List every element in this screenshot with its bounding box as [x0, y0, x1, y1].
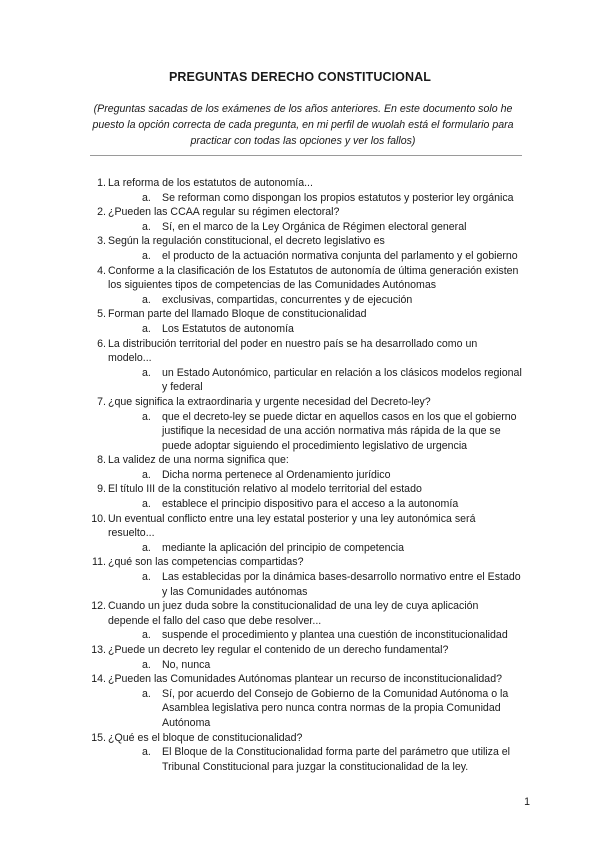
question-number: 12.	[91, 600, 106, 613]
question-item	[90, 337, 522, 395]
question-number: 10.	[91, 512, 106, 525]
question-number: 13.	[91, 644, 106, 656]
question-text: Cuando un juez duda sobre la constitucionalidad de una ley de cuya aplicación depende el fallo del caso que debe resolver...	[108, 600, 479, 627]
question-item	[90, 234, 522, 263]
question-number: 15.	[91, 731, 106, 744]
answer-item	[108, 658, 522, 673]
question-list	[90, 176, 522, 774]
answer-item	[108, 220, 522, 235]
question-text: Forman parte del llamado Bloque de constitucionalidad	[108, 308, 367, 321]
answer-text: mediante la aplicación del principio de competencia	[162, 541, 405, 554]
question-item	[90, 176, 522, 205]
question-text: La reforma de los estatutos de autonomía...	[108, 177, 313, 189]
answer-marker: a.	[142, 191, 151, 204]
answer-marker: a.	[142, 322, 151, 335]
answer-marker: a.	[142, 658, 151, 671]
answer-marker: a.	[142, 293, 151, 306]
question-text: La distribución territorial del poder en nuestro país se ha desarrollado como un modelo...	[108, 337, 478, 365]
question-number: 8.	[97, 454, 106, 467]
answer-text: un Estado Autonómico, particular en relación a los clásicos modelos regional y federal	[162, 366, 522, 394]
answer-marker: a.	[142, 249, 151, 262]
answer-marker: a.	[142, 629, 151, 642]
question-item	[90, 482, 522, 511]
answer-marker: a.	[142, 220, 151, 233]
divider	[90, 155, 522, 156]
answer-text: Las establecidas por la dinámica bases-desarrollo normativo entre el Estado y las Comunidades autónomas	[162, 571, 521, 598]
question-text: ¿Puede un decreto ley regular el contenido de un derecho fundamental?	[108, 644, 449, 656]
answer-marker: a.	[142, 746, 151, 759]
question-item	[90, 599, 522, 643]
question-text: Según la regulación constitucional, el decreto legislativo es	[108, 235, 385, 248]
answer-marker: a.	[142, 498, 151, 511]
answer-item	[108, 410, 522, 454]
answer-text: el producto de la actuación normativa conjunta del parlamento y el gobierno	[162, 249, 518, 262]
question-number: 2.	[97, 206, 106, 219]
question-item	[90, 672, 522, 730]
question-item	[90, 643, 522, 672]
answer-item	[108, 293, 522, 308]
answer-text: Sí, por acuerdo del Consejo de Gobierno de la Comunidad Autónoma o la Asamblea legislativa pero nunca contra normas de la propia Comunidad Autónoma	[162, 687, 509, 729]
answer-item	[108, 745, 522, 774]
answer-text: que el decreto-ley se puede dictar en aquellos casos en los que el gobierno justifique la necesidad de una acción normativa más rápida de la que se puede adoptar siguiendo el procedimiento legislativo de urgencia	[162, 410, 517, 452]
question-number: 11.	[92, 556, 106, 569]
answer-marker: a.	[142, 541, 151, 554]
question-number: 7.	[97, 395, 106, 408]
question-text: ¿Qué es el bloque de constitucionalidad?	[108, 731, 303, 744]
page-title: PREGUNTAS DERECHO CONSTITUCIONAL	[168, 70, 431, 84]
question-item	[90, 307, 522, 336]
question-text: ¿qué son las competencias compartidas?	[108, 556, 304, 569]
answer-item	[108, 191, 522, 206]
answer-text: Se reforman como dispongan los propios estatutos y posterior ley orgánica	[162, 191, 514, 204]
question-item	[90, 555, 522, 599]
question-number: 14.	[91, 673, 106, 686]
answer-marker: a.	[142, 687, 151, 700]
question-text: ¿que significa la extraordinaria y urgente necesidad del Decreto-ley?	[108, 395, 431, 408]
question-item	[90, 453, 522, 482]
answer-item	[108, 570, 522, 599]
answer-text: Los Estatutos de autonomía	[162, 322, 294, 335]
answer-marker: a.	[142, 468, 151, 481]
question-number: 4.	[97, 264, 106, 277]
answer-marker: a.	[142, 571, 151, 584]
question-item	[90, 264, 522, 308]
question-text: ¿Pueden las Comunidades Autónomas plantear un recurso de inconstitucionalidad?	[108, 673, 502, 686]
answer-text: suspende el procedimiento y plantea una cuestión de inconstitucionalidad	[162, 629, 508, 642]
question-item	[90, 731, 522, 775]
answer-item	[108, 541, 522, 556]
answer-text: El Bloque de la Constitucionalidad forma parte del parámetro que utiliza el Tribunal Constitucional para juzgar la constitucionalidad de la ley.	[162, 746, 511, 773]
answer-text: No, nunca	[162, 658, 211, 671]
page-number: 1	[524, 796, 530, 808]
question-text: ¿Pueden las CCAA regular su régimen electoral?	[108, 206, 340, 219]
question-number: 9.	[97, 483, 106, 496]
answer-text: establece el principio dispositivo para el acceso a la autonomía	[162, 498, 459, 511]
answer-marker: a.	[142, 410, 151, 423]
question-number: 1.	[97, 177, 106, 189]
answer-item	[108, 497, 522, 512]
question-text: Un eventual conflicto entre una ley estatal posterior y una ley autonómica será resuelto...	[108, 512, 476, 540]
answer-item	[108, 628, 522, 643]
answer-text: Dicha norma pertenece al Ordenamiento jurídico	[162, 468, 391, 481]
question-number: 5.	[97, 308, 106, 321]
answer-item	[108, 249, 522, 264]
answer-item	[108, 468, 522, 483]
question-item	[90, 205, 522, 234]
question-number: 3.	[97, 235, 106, 248]
answer-text: Sí, en el marco de la Ley Orgánica de Régimen electoral general	[162, 220, 467, 233]
question-text: El título III de la constitución relativo al modelo territorial del estado	[108, 483, 422, 496]
answer-marker: a.	[142, 366, 151, 379]
question-text: La validez de una norma significa que:	[108, 454, 289, 467]
answer-item	[108, 322, 522, 337]
question-number: 6.	[97, 337, 106, 350]
question-item	[90, 512, 522, 556]
question-item	[90, 395, 522, 453]
answer-item	[108, 687, 522, 731]
intro-note: (Preguntas sacadas de los exámenes de los años anteriores. En este documento solo he puesto la opción correcta de cada pregunta, en mi perfil de wuolah está el formulario para practicar con todas las opciones y ver los fallos)	[92, 103, 514, 147]
answer-item	[108, 366, 522, 395]
question-text: Conforme a la clasificación de los Estatutos de autonomía de última generación existen los siguientes tipos de competencias de las Comunidades Autónomas	[108, 264, 519, 292]
answer-text: exclusivas, compartidas, concurrentes y de ejecución	[162, 293, 413, 306]
